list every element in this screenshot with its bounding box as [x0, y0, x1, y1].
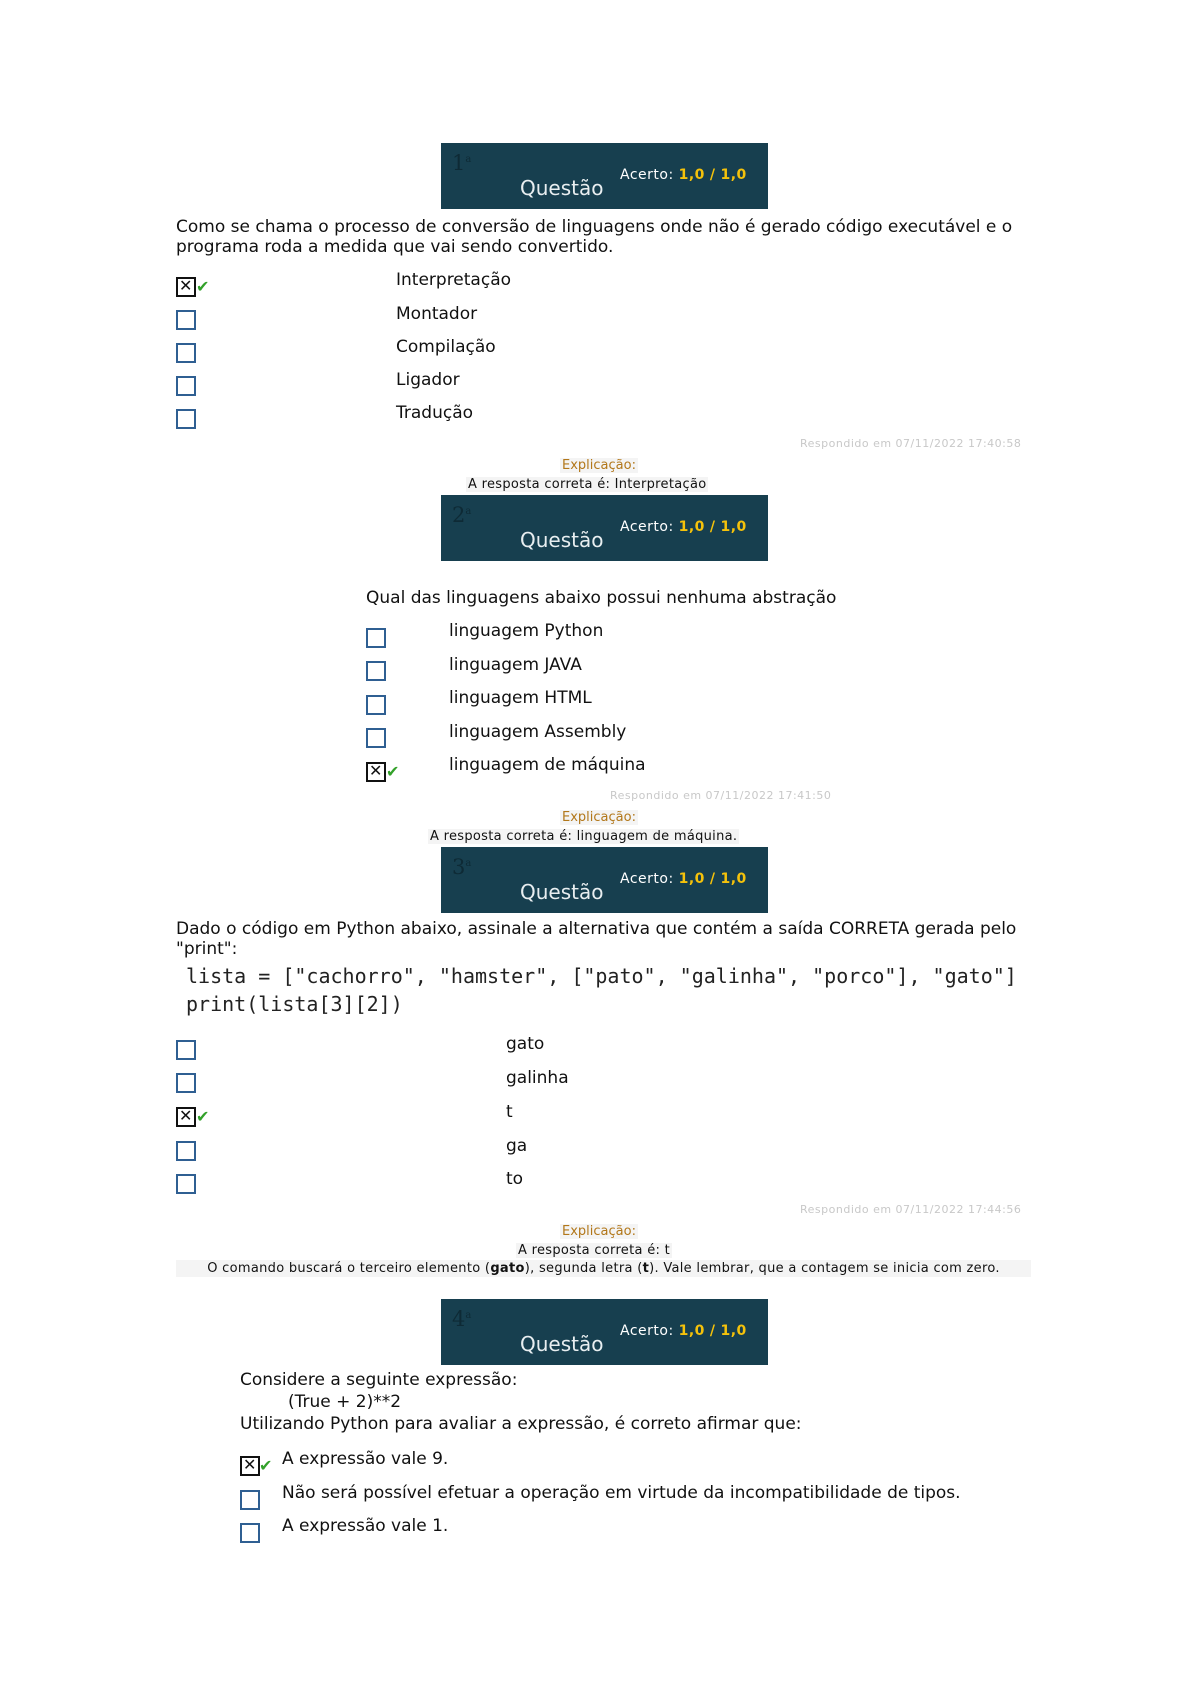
correct-check-icon: ✔ — [196, 1107, 210, 1126]
explanation-label: Explicação: — [562, 1224, 636, 1239]
question-4-text: Considere a seguinte expressão: — [240, 1370, 518, 1390]
question-number: 1$^a$ — [452, 151, 472, 175]
option-label: Montador — [396, 304, 478, 324]
correct-check-icon: ✔ — [259, 1456, 273, 1475]
answered-timestamp: Respondido em 07/11/2022 17:44:56 — [800, 1203, 1022, 1216]
question-4-prompt: Utilizando Python para avaliar a expressão, é correto afirmar que: — [240, 1414, 802, 1434]
option-label: linguagem HTML — [449, 688, 592, 708]
score: Acerto: 1,0 / 1,0 — [620, 519, 747, 535]
option-label: A expressão vale 1. — [282, 1516, 449, 1536]
code-line: print(lista[3][2]) — [186, 992, 403, 1016]
option-checkbox[interactable] — [366, 661, 386, 681]
code-line: lista = ["cachorro", "hamster", ["pato", "galinha", "porco"], "gato"] — [186, 964, 1017, 988]
option-checkbox[interactable] — [176, 1174, 196, 1194]
option-checkbox[interactable] — [176, 310, 196, 330]
question-4-expression: (True + 2)**2 — [288, 1392, 402, 1412]
option-checkbox[interactable] — [176, 1040, 196, 1060]
question-number: 4$^a$ — [452, 1307, 472, 1331]
option-label: linguagem de máquina — [449, 755, 646, 775]
option-checkbox[interactable] — [366, 728, 386, 748]
option-label: linguagem JAVA — [449, 655, 582, 675]
option-label: t — [506, 1102, 513, 1122]
option-checkbox[interactable] — [240, 1456, 260, 1476]
option-checkbox[interactable] — [366, 695, 386, 715]
option-label: Interpretação — [396, 270, 512, 290]
score: Acerto: 1,0 / 1,0 — [620, 871, 747, 887]
question-label: Questão — [520, 1332, 604, 1356]
option-checkbox[interactable] — [176, 1141, 196, 1161]
answered-timestamp: Respondido em 07/11/2022 17:41:50 — [610, 789, 832, 802]
question-3-header — [441, 847, 768, 913]
explanation-text: A resposta correta é: t — [518, 1243, 671, 1258]
question-label: Questão — [520, 528, 604, 552]
explanation-detail: O comando buscará o terceiro elemento (gato), segunda letra (t). Vale lembrar, que a contagem se inicia com zero. — [176, 1260, 1031, 1277]
option-label: A expressão vale 9. — [282, 1449, 449, 1469]
option-label: linguagem Assembly — [449, 722, 627, 742]
option-checkbox[interactable] — [176, 1107, 196, 1127]
score: Acerto: 1,0 / 1,0 — [620, 167, 747, 183]
option-label: Tradução — [396, 403, 474, 423]
option-checkbox[interactable] — [176, 343, 196, 363]
option-label: Não será possível efetuar a operação em virtude da incompatibilidade de tipos. — [282, 1483, 961, 1503]
question-1-text: Como se chama o processo de conversão de linguagens onde não é gerado código executável e o programa roda a medida que vai sendo convertido. — [176, 217, 1013, 257]
score: Acerto: 1,0 / 1,0 — [620, 1323, 747, 1339]
option-checkbox[interactable] — [366, 628, 386, 648]
answered-timestamp: Respondido em 07/11/2022 17:40:58 — [800, 437, 1022, 450]
option-checkbox[interactable] — [176, 409, 196, 429]
explanation-label: Explicação: — [562, 458, 636, 473]
question-4-header — [441, 1299, 768, 1365]
option-label: galinha — [506, 1068, 569, 1088]
question-number: 3$^a$ — [452, 855, 472, 879]
option-checkbox[interactable] — [240, 1490, 260, 1510]
option-label: to — [506, 1169, 524, 1189]
correct-check-icon: ✔ — [386, 762, 400, 781]
option-label: ga — [506, 1136, 528, 1156]
question-label: Questão — [520, 176, 604, 200]
explanation-label: Explicação: — [562, 810, 636, 825]
option-checkbox[interactable] — [176, 1073, 196, 1093]
option-label: gato — [506, 1034, 545, 1054]
option-checkbox[interactable] — [176, 376, 196, 396]
explanation-text: A resposta correta é: linguagem de máquina. — [430, 829, 738, 844]
option-label: Ligador — [396, 370, 460, 390]
option-label: linguagem Python — [449, 621, 604, 641]
option-checkbox[interactable] — [176, 277, 196, 297]
explanation-text: A resposta correta é: Interpretação — [468, 477, 707, 492]
question-label: Questão — [520, 880, 604, 904]
question-3-text: Dado o código em Python abaixo, assinale a alternativa que contém a saída CORRETA gerada pelo "print": — [176, 919, 1017, 959]
question-2-header — [441, 495, 768, 561]
question-number: 2$^a$ — [452, 503, 472, 527]
question-1-header — [441, 143, 768, 209]
option-checkbox[interactable] — [366, 762, 386, 782]
option-checkbox[interactable] — [240, 1523, 260, 1543]
question-2-text: Qual das linguagens abaixo possui nenhuma abstração — [366, 588, 837, 608]
option-label: Compilação — [396, 337, 496, 357]
correct-check-icon: ✔ — [196, 277, 210, 296]
